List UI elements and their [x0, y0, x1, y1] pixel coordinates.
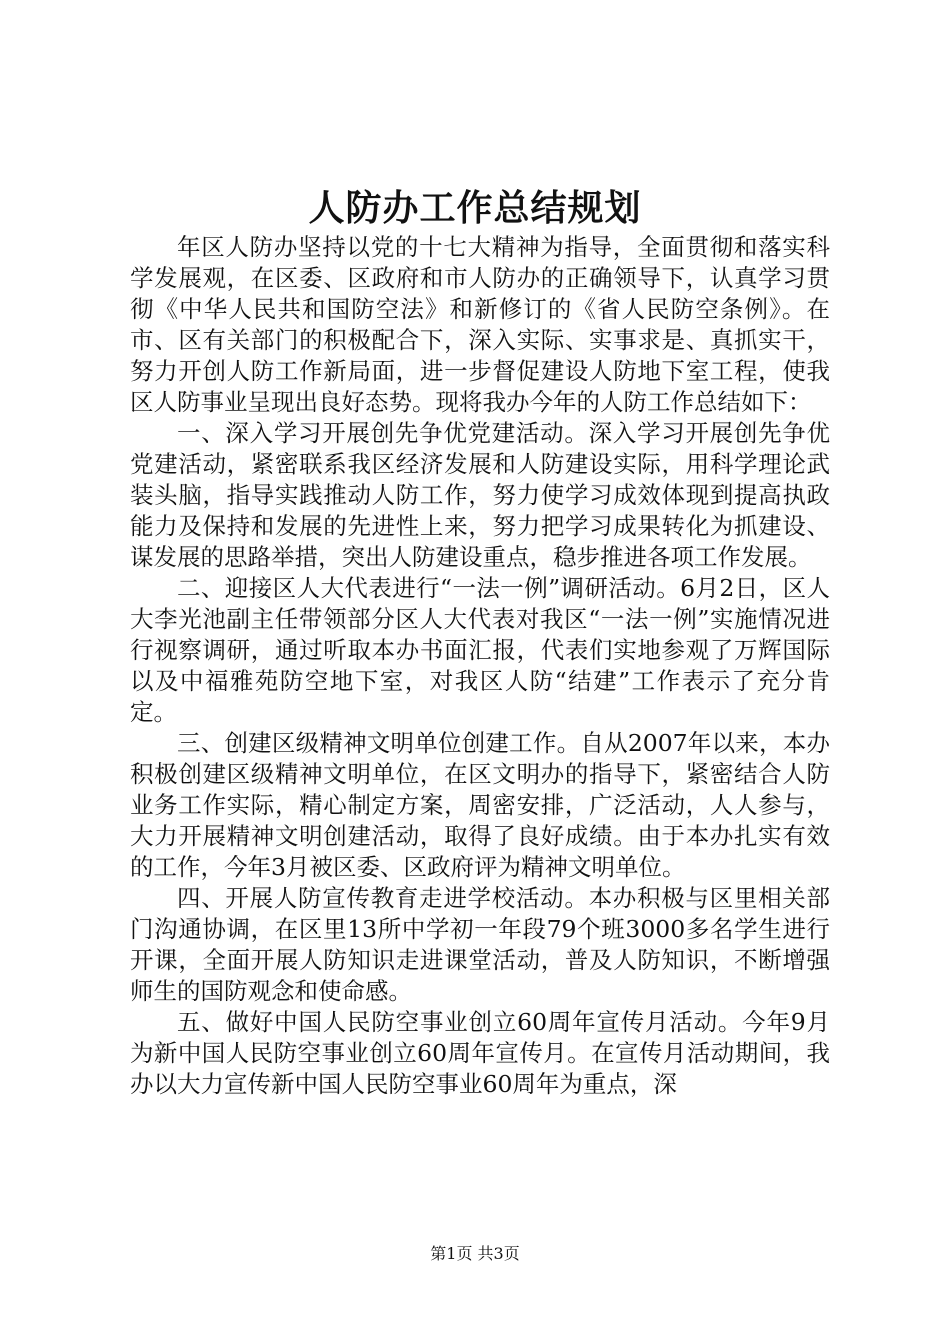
document-body	[130, 232, 830, 1100]
page-number-footer: 第1页 共3页	[430, 1244, 520, 1263]
paragraph-intro: 年区人防办坚持以党的十七大精神为指导，全面贯彻和落实科学发展观，在区委、区政府和市人防办的正确领导下，认真学习贯彻《中华人民共和国防空法》和新修订的《省人民防空条例》。在市、区有关部门的积极配合下，深入实际、实事求是、真抓实干，努力开创人防工作新局面，进一步督促建设人防地下室工程，使我区人防事业呈现出良好态势。现将我办今年的人防工作总结如下：	[130, 233, 830, 416]
paragraph-section-1: 一、深入学习开展创先争优党建活动。深入学习开展创先争优党建活动，紧密联系我区经济发展和人防建设实际，用科学理论武装头脑，指导实践推动人防工作，努力使学习成效体现到提高执政能力及保持和发展的先进性上来，努力把学习成果转化为抓建设、谋发展的思路举措，突出人防建设重点，稳步推进各项工作发展。	[130, 419, 830, 571]
paragraph-section-2: 二、迎接区人大代表进行“一法一例”调研活动。6月2日，区人大李光池副主任带领部分区人大代表对我区“一法一例”实施情况进行视察调研，通过听取本办书面汇报，代表们实地参观了万辉国际以及中福雅苑防空地下室，对我区人防“结建”工作表示了充分肯定。	[130, 574, 830, 726]
paragraph-section-5: 五、做好中国人民防空事业创立60周年宣传月活动。今年9月为新中国人民防空事业创立60周年宣传月。在宣传月活动期间，我办以大力宣传新中国人民防空事业60周年为重点，深	[130, 1008, 830, 1098]
paragraph-section-3: 三、创建区级精神文明单位创建工作。自从2007年以来，本办积极创建区级精神文明单位，在区文明办的指导下，紧密结合人防业务工作实际，精心制定方案，周密安排，广泛活动，人人参与，大力开展精神文明创建活动，取得了良好成绩。由于本办扎实有效的工作，今年3月被区委、区政府评为精神文明单位。	[130, 729, 830, 881]
document-title: 人防办工作总结规划	[308, 187, 642, 229]
paragraph-section-4: 四、开展人防宣传教育走进学校活动。本办积极与区里相关部门沟通协调，在区里13所中学初一年段79个班3000多名学生进行开课，全面开展人防知识走进课堂活动，普及人防知识，不断增强师生的国防观念和使命感。	[130, 884, 830, 1005]
